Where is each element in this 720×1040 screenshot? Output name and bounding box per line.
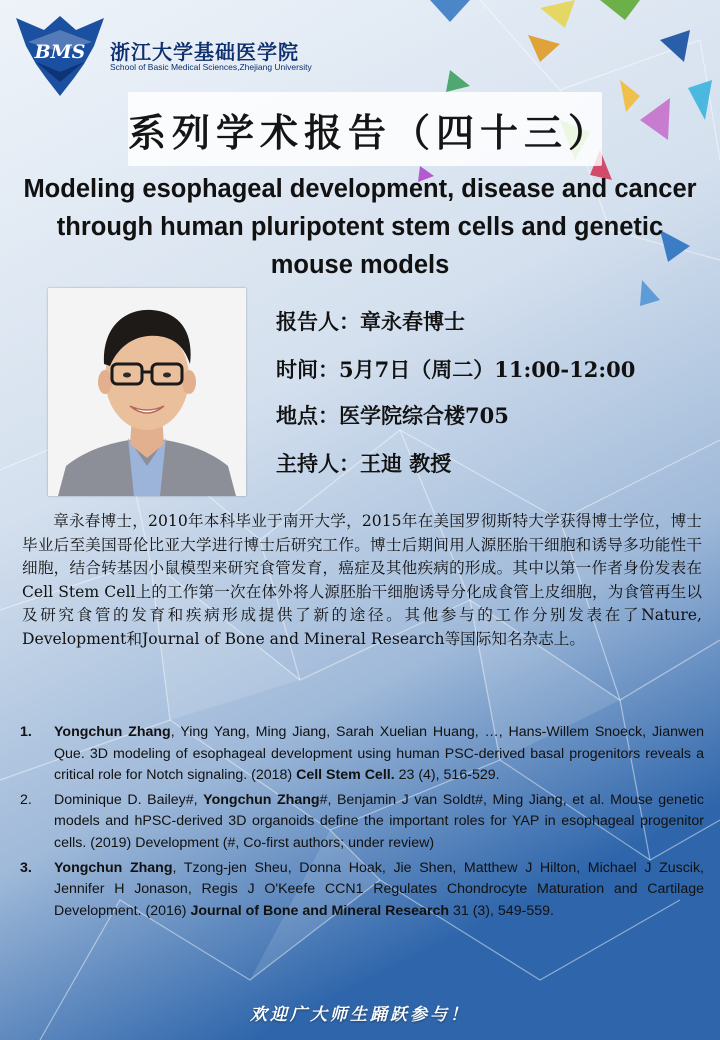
- reference-author: Yongchun Zhang: [203, 791, 320, 808]
- reference-author: Yongchun Zhang: [54, 724, 171, 740]
- bio-paragraph: 章永春博士，2010年本科毕业于南开大学，2015年在美国罗彻斯特大学获得博士学位，博士毕业后至美国哥伦比亚大学进行博士后研究工作。博士后期间用人源胚胎干细胞和诱导多功能性干细胞，结合转基因小鼠模型来研究食管发育，癌症及其他疾病的形成。其中以第一作者身份发表在Cell Stem Cell上的工作第一次在体外将人源胚胎干细胞诱导分化成食管上皮细胞，为食管再生以及研究食管的发育和疾病形成提供了新的途径。其他参与的工作分别发表在了Nature, Development和Journal of Bone and Mineral Research等国际知名杂志上。: [22, 512, 702, 648]
- speaker-bio: [22, 510, 702, 652]
- reference-text: 23 (4), 516-529.: [394, 767, 500, 784]
- reference-journal: Journal of Bone and Mineral Research: [190, 902, 450, 919]
- reference-number: 3.: [20, 859, 32, 876]
- reference-list: [20, 722, 704, 925]
- reference-journal: Cell Stem Cell.: [296, 767, 395, 784]
- bms-logo-icon: [14, 12, 106, 98]
- welcome-message: 欢迎广大师生踊跃参与！: [250, 1005, 470, 1025]
- host-line: 主持人：王迪 教授: [276, 451, 452, 476]
- svg-text:BMS: BMS: [34, 41, 86, 63]
- reference-text: 31 (3), 549-559.: [449, 902, 554, 919]
- reference-number: 1.: [20, 724, 32, 740]
- school-name-english: School of Basic Medical Sciences,Zhejiang University: [110, 62, 312, 72]
- speaker-line: 报告人：章永春博士: [276, 309, 465, 334]
- reference-text: , Tzong-jen Sheu, Donna Hoak, Jie Shen, Matthew J Hilton, Michael J Zuscik, Jennifer H Jonason, Regis J O'Keefe CCN1 Regulates Chondrocyte Maturation and Cartilage Development. (2016): [54, 859, 704, 919]
- reference-item: [20, 722, 704, 787]
- reference-text: , Ying Yang, Ming Jiang, Sarah Xuelian Huang, …, Hans-Willem Snoeck, Jianwen Que. 3D modeling of esophageal development using human PSC-derived basal progenitors reveals a critical role for Notch signaling. (2018): [54, 724, 705, 784]
- speaker-photo: [48, 288, 246, 496]
- reference-item: [20, 790, 704, 855]
- venue-line: 地点：医学院综合楼705: [276, 403, 509, 428]
- reference-text: #, Benjamin J van Soldt#, Ming Jiang, et al. Mouse genetic models and hPSC-derived 3D organoids define the important roles for YAP in esophageal progenitor cells. (2019) Development (#, Co-first authors; under review): [54, 791, 705, 851]
- talk-title: Modeling esophageal development, disease and cancer through human pluripotent stem cells and genetic mouse models: [23, 175, 697, 279]
- reference-author: Yongchun Zhang: [54, 859, 173, 876]
- reference-number: 2.: [20, 791, 32, 808]
- series-title: 系列学术报告（四十三）: [128, 110, 613, 155]
- school-name-chinese: 浙江大学基础医学院: [110, 40, 299, 64]
- reference-text: Dominique D. Bailey#,: [54, 791, 204, 808]
- reference-item: [20, 858, 704, 923]
- time-line: 时间：5月7日（周二）11:00-12:00: [276, 357, 636, 382]
